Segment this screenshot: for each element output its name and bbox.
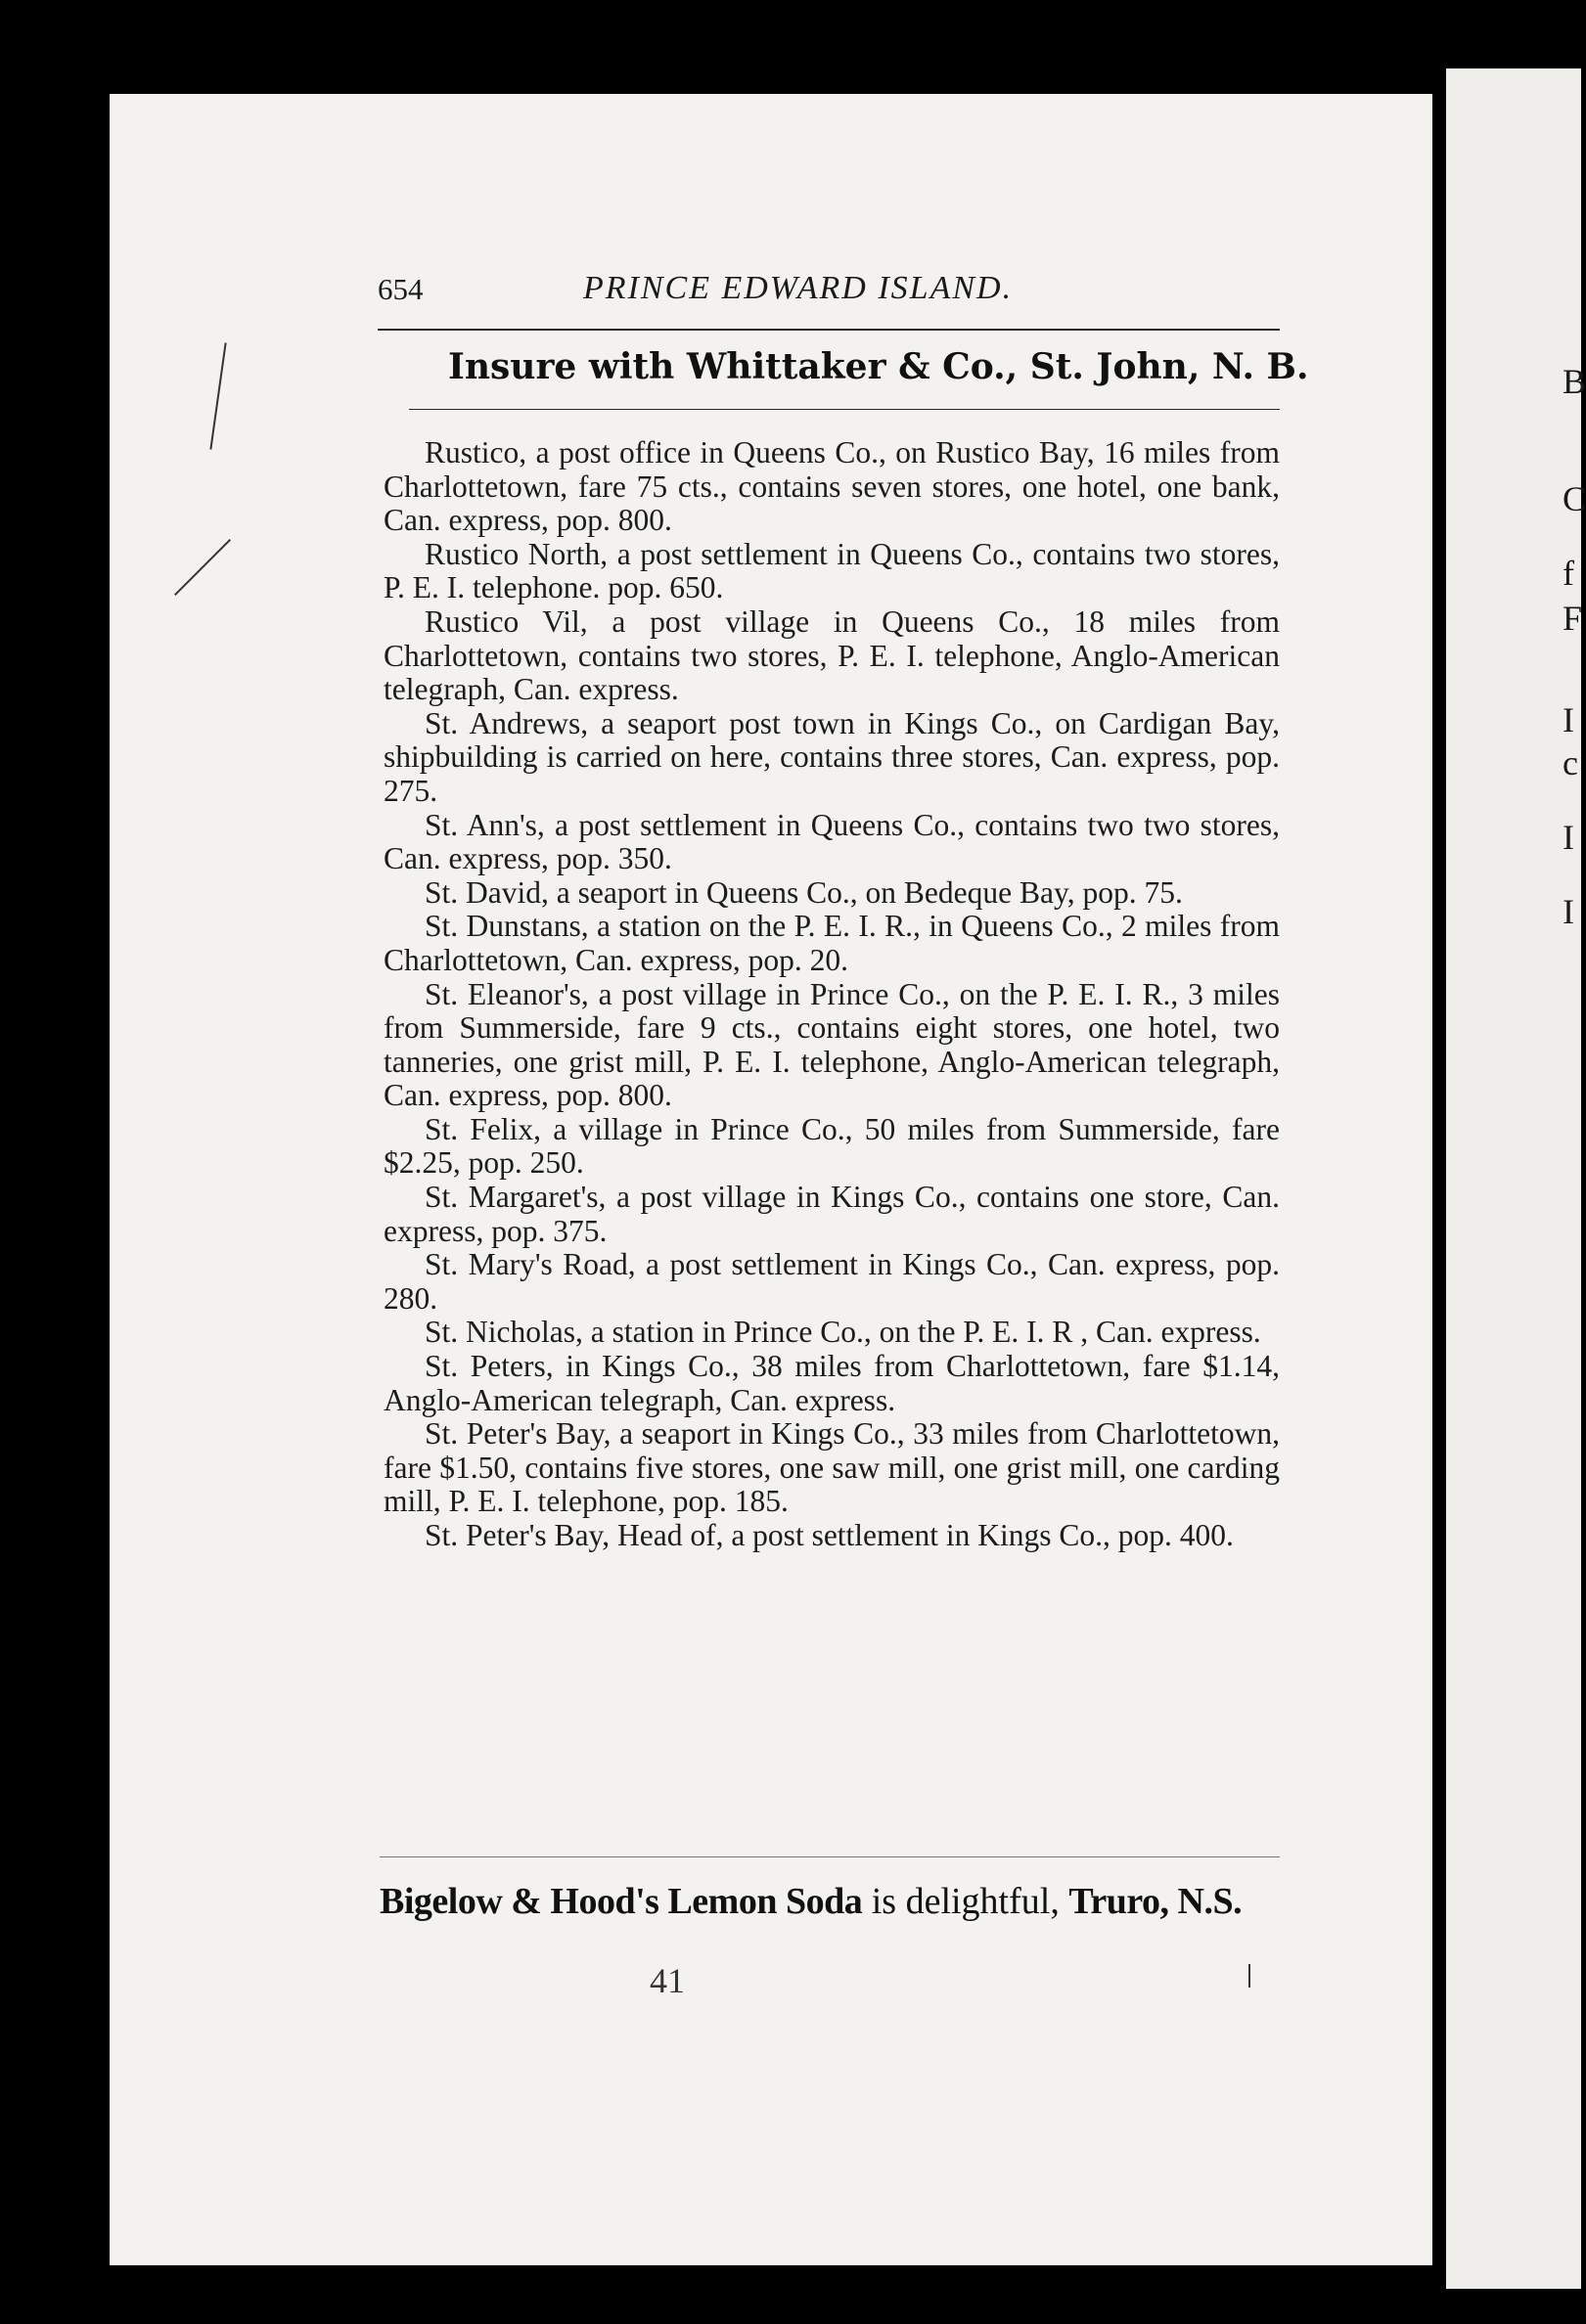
header-rule: [378, 329, 1280, 331]
entry-st-felix: St. Felix, a village in Prince Co., 50 miles from Summerside, fare $2.25, pop. 250.: [384, 1111, 1280, 1181]
ad-bottom-product: Bigelow & Hood's Lemon Soda: [380, 1881, 863, 1922]
running-title: PRINCE EDWARD ISLAND.: [583, 270, 1014, 306]
ad-rule: [409, 409, 1280, 410]
facing-page-fragment: c: [1563, 743, 1578, 782]
entry-st-anns: St. Ann's, a post settlement in Queens Co., contains two two stores, Can. express, pop. 350.: [384, 807, 1280, 876]
facing-page-fragment: I: [1563, 700, 1574, 739]
entry-st-peters-bay: St. Peter's Bay, a seaport in Kings Co., 33 miles from Charlottetown, fare $1.50, contains five stores, one saw mill, one grist mill, one carding mill, P. E. I. telephone, pop. 185.: [384, 1416, 1280, 1519]
facing-page-fragment: I: [1563, 892, 1574, 931]
facing-page-edge: [1446, 68, 1581, 2289]
entry-st-dunstans: St. Dunstans, a station on the P. E. I. R., in Queens Co., 2 miles from Charlottetown, Can. express, pop. 20.: [384, 909, 1280, 977]
gazetteer-entries: [384, 436, 1280, 1553]
entry-st-marys-road: St. Mary's Road, a post settlement in Kings Co., Can. express, pop. 280.: [384, 1247, 1280, 1316]
top-advertisement: Insure with Whittaker & Co., St. John, N. B.: [448, 346, 1309, 387]
footer-rule: [380, 1856, 1280, 1857]
entry-st-eleanors: St. Eleanor's, a post village in Prince Co., on the P. E. I. R., 3 miles from Summerside, fare 9 cts., contains eight stores, one hotel, two tanneries, one grist mill, P. E. I. telephone, Anglo-American telegraph, Can. express, pop. 800.: [384, 976, 1280, 1113]
facing-page-fragment: F: [1563, 599, 1583, 638]
entry-st-margarets: St. Margaret's, a post village in Kings Co., contains one store, Can. express, pop. 375.: [384, 1180, 1280, 1248]
facing-page-fragment: f: [1563, 554, 1574, 593]
entry-st-david: St. David, a seaport in Queens Co., on Bedeque Bay, pop. 75.: [425, 874, 1183, 910]
facing-page-fragment: I: [1563, 818, 1574, 857]
facing-page-fragment: C: [1563, 479, 1586, 518]
signature-mark: 41: [650, 1961, 685, 2000]
entry-rustico: Rustico, a post office in Queens Co., on Rustico Bay, 16 miles from Charlottetown, fare 75 cts., contains seven stores, one hotel, one bank, Can. express, pop. 800.: [384, 435, 1280, 538]
entry-rustico-vil: Rustico Vil, a post village in Queens Co., 18 miles from Charlottetown, contains two stores, P. E. I. telephone, Anglo-American telegraph, Can. express.: [384, 603, 1280, 707]
facing-page-fragment: B: [1563, 362, 1586, 401]
entry-st-andrews: St. Andrews, a seaport post town in Kings Co., on Cardigan Bay, shipbuilding is carried on here, contains three stores, Can. express, pop. 275.: [384, 705, 1280, 808]
margin-scratch: [1248, 1964, 1250, 1988]
page-number: 654: [378, 272, 424, 306]
ad-bottom-middle: is delightful,: [862, 1881, 1069, 1922]
ad-bottom-place: Truro, N.S.: [1068, 1881, 1243, 1922]
entry-st-peters-bay-head: St. Peter's Bay, Head of, a post settlement in Kings Co., pop. 400.: [425, 1518, 1234, 1552]
bottom-advertisement: [380, 1880, 1280, 1923]
entry-st-peters: St. Peters, in Kings Co., 38 miles from Charlottetown, fare $1.14, Anglo-American telegraph, Can. express.: [384, 1349, 1280, 1417]
entry-st-nicholas: St. Nicholas, a station in Prince Co., on the P. E. I. R , Can. express.: [425, 1315, 1261, 1350]
page-header: [378, 270, 1288, 319]
entry-rustico-north: Rustico North, a post settlement in Queens Co., contains two stores, P. E. I. telephone. pop. 650.: [384, 536, 1280, 605]
